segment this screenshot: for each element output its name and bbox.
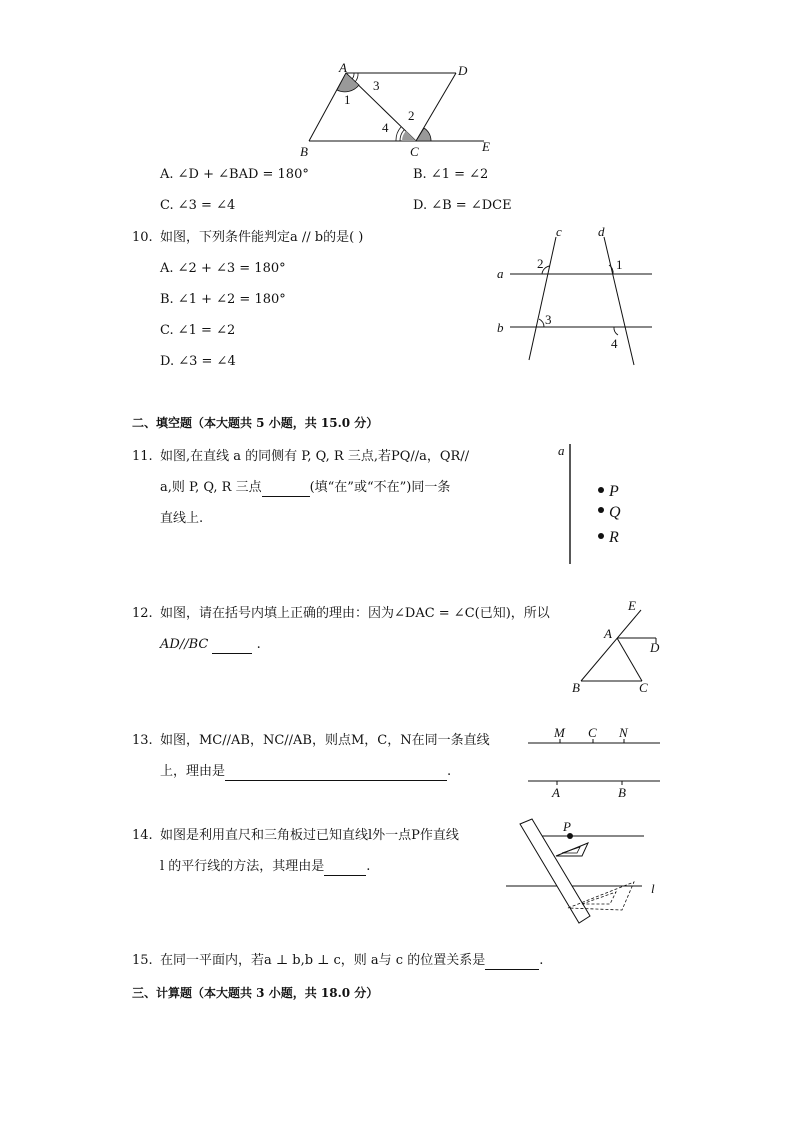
q11-label-Q: Q xyxy=(609,504,621,521)
q10-figure xyxy=(492,222,662,372)
q11-label-R: R xyxy=(609,529,619,546)
q13-line2 xyxy=(160,763,451,781)
q12-line2 xyxy=(160,636,261,654)
q10-option-c: C. ∠1 = ∠2 xyxy=(160,323,236,338)
q10-label-1: 1 xyxy=(616,257,623,272)
q11-label-a: a xyxy=(558,443,565,458)
q9-option-a: A. ∠D + ∠BAD = 180° xyxy=(160,167,309,182)
q9-option-c: C. ∠3 = ∠4 xyxy=(160,198,236,213)
q10-label-a: a xyxy=(497,266,504,281)
q15-answer-blank[interactable] xyxy=(485,955,539,970)
q10-stem: 如图，下列条件能判定a // b的是( ) xyxy=(160,230,364,245)
q10-label-3: 3 xyxy=(545,312,552,327)
q12-number: 12. xyxy=(132,606,153,621)
q11-answer-blank[interactable] xyxy=(262,482,310,497)
q15-line xyxy=(160,952,543,970)
q12-line2-end: . xyxy=(256,637,261,652)
q9-label-C: C xyxy=(410,144,419,159)
q14-figure xyxy=(504,814,664,930)
q11-line2-start: a,则 P, Q, R 三点 xyxy=(160,480,262,495)
q11-number: 11. xyxy=(132,449,153,464)
q9-label-A: A xyxy=(339,60,347,75)
q9-label-3: 3 xyxy=(373,78,380,93)
q9-option-b: B. ∠1 = ∠2 xyxy=(413,167,489,182)
q9-label-4: 4 xyxy=(382,120,389,135)
q11-line2 xyxy=(160,479,450,497)
q10-label-2: 2 xyxy=(537,256,544,271)
q10-label-4: 4 xyxy=(611,336,618,351)
q13-label-M: M xyxy=(554,725,565,740)
q15-text: 在同一平面内，若a ⊥ b,b ⊥ c，则 a与 c 的位置关系是 xyxy=(160,953,486,968)
q9-label-D: D xyxy=(458,63,468,78)
q14-answer-blank[interactable] xyxy=(324,861,366,876)
q9-label-E: E xyxy=(482,139,490,154)
q10-label-c: c xyxy=(556,224,562,239)
q12-label-D: D xyxy=(650,640,660,655)
q10-number: 10. xyxy=(132,230,153,245)
q14-line1: 如图是利用直尺和三角板过已知直线l外一点P作直线 xyxy=(160,828,459,843)
q13-label-A: A xyxy=(552,785,560,800)
q10-label-b: b xyxy=(497,320,504,335)
section-3-heading: 三、计算题（本大题共 3 小题，共 18.0 分） xyxy=(132,986,379,1000)
q9-label-2: 2 xyxy=(408,108,415,123)
q12-label-B: B xyxy=(572,680,580,695)
q12-answer-blank[interactable] xyxy=(212,639,252,654)
q14-line2 xyxy=(160,858,370,876)
q13-label-N: N xyxy=(619,725,628,740)
q14-number: 14. xyxy=(132,828,153,843)
q9-option-d: D. ∠B = ∠DCE xyxy=(413,198,512,213)
q13-figure xyxy=(520,722,662,800)
q14-line2-end: . xyxy=(366,859,371,874)
q13-line2-end: . xyxy=(447,764,452,779)
q12-line1: 如图，请在括号内填上正确的理由：因为∠DAC = ∠C(已知)，所以 xyxy=(160,606,550,621)
q9-label-1: 1 xyxy=(344,92,351,107)
q11-figure xyxy=(548,440,638,568)
q13-answer-blank[interactable] xyxy=(225,766,447,781)
q14-line2-text: l 的平行线的方法，其理由是 xyxy=(160,859,325,874)
q15-end: . xyxy=(539,953,544,968)
q13-number: 13. xyxy=(132,733,153,748)
q11-line2-end: (填“在”或“不在”)同一条 xyxy=(309,480,451,495)
q12-label-C: C xyxy=(639,680,648,695)
q10-option-a: A. ∠2 + ∠3 = 180° xyxy=(160,261,286,276)
q13-label-B: B xyxy=(618,785,626,800)
q10-option-b: B. ∠1 + ∠2 = 180° xyxy=(160,292,286,307)
q11-line1: 如图,在直线 a 的同侧有 P, Q, R 三点,若PQ//a，QR// xyxy=(160,449,470,464)
q12-figure xyxy=(566,598,666,698)
q10-option-d: D. ∠3 = ∠4 xyxy=(160,354,236,369)
q9-figure xyxy=(296,58,506,160)
q9-label-B: B xyxy=(300,144,308,159)
q11-line3: 直线上. xyxy=(160,511,204,526)
q12-label-A: A xyxy=(604,626,612,641)
q12-line2-text: AD//BC xyxy=(160,637,209,652)
q13-line2-text: 上，理由是 xyxy=(160,764,226,779)
q14-label-P: P xyxy=(563,819,571,834)
q11-label-P: P xyxy=(609,483,619,500)
q15-number: 15. xyxy=(132,953,153,968)
q14-label-l: l xyxy=(651,881,655,896)
q13-label-C: C xyxy=(588,725,597,740)
section-2-heading: 二、填空题（本大题共 5 小题，共 15.0 分） xyxy=(132,416,379,430)
q12-label-E: E xyxy=(628,598,636,613)
q13-line1: 如图，MC//AB，NC//AB，则点M，C，N在同一条直线 xyxy=(160,733,490,748)
q10-label-d: d xyxy=(598,224,605,239)
